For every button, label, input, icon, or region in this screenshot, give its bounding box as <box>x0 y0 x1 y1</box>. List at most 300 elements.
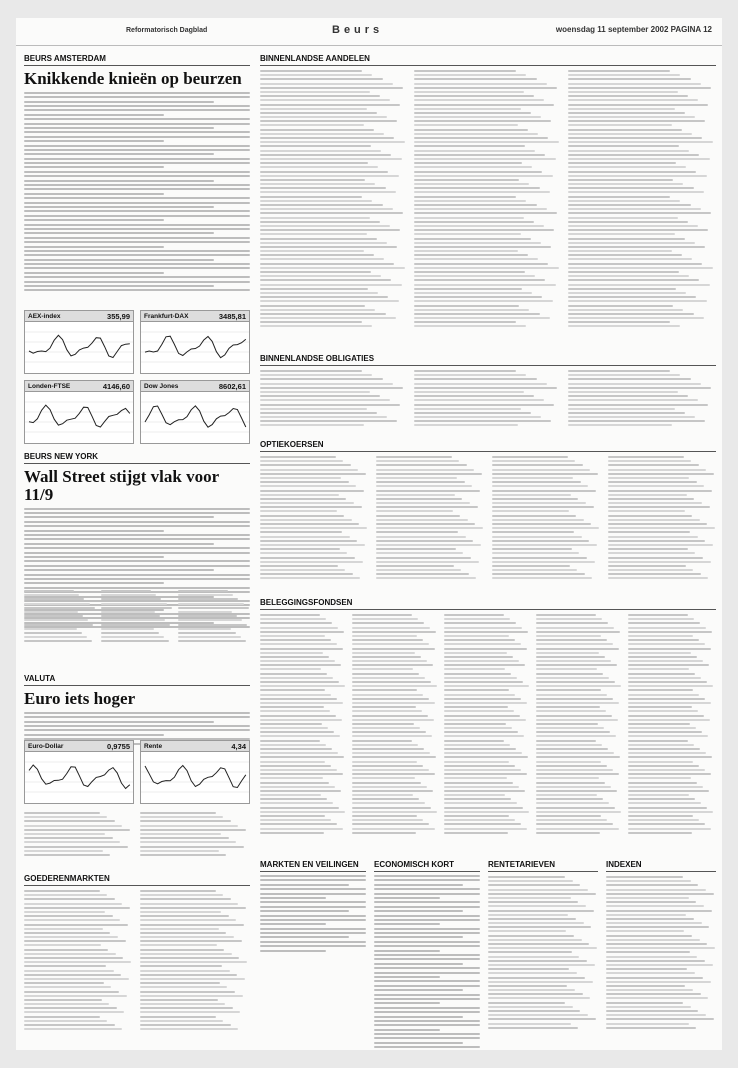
table-row <box>606 1018 714 1020</box>
table-row <box>568 292 686 294</box>
table-row <box>260 819 331 821</box>
table-row <box>260 573 353 575</box>
table-row <box>101 619 165 621</box>
table-row <box>444 685 529 687</box>
table-row <box>260 374 372 376</box>
table-row <box>568 204 691 206</box>
fondsen-table <box>260 614 716 850</box>
table-row <box>260 648 343 650</box>
table-row <box>376 473 482 475</box>
table-row <box>352 786 427 788</box>
dow-chart-value: 8602,61 <box>218 381 246 391</box>
table-row <box>488 901 578 903</box>
table-row <box>536 790 617 792</box>
table-row <box>24 615 83 617</box>
table-row <box>444 668 505 670</box>
table-row <box>606 922 702 924</box>
table-row <box>140 936 234 938</box>
table-row <box>628 756 712 758</box>
table-row <box>260 536 350 538</box>
economisch-section <box>374 860 480 1050</box>
economisch-article <box>374 875 480 1048</box>
placeholder-line <box>260 915 366 917</box>
table-row <box>568 263 702 265</box>
table-row <box>260 250 364 252</box>
placeholder-line <box>24 114 164 116</box>
table-row <box>352 622 424 624</box>
chart-trace <box>29 335 130 357</box>
table-row <box>628 794 689 796</box>
table-row <box>24 619 88 621</box>
table-row <box>352 677 425 679</box>
placeholder-line <box>24 175 250 177</box>
table-row <box>24 978 129 980</box>
table-row <box>140 932 226 934</box>
table-row <box>568 254 682 256</box>
placeholder-line <box>24 96 250 98</box>
table-row <box>536 832 600 834</box>
table-row <box>24 974 121 976</box>
table-row <box>606 997 708 999</box>
table-row <box>260 527 367 529</box>
table-row <box>260 668 321 670</box>
table-row <box>536 811 621 813</box>
placeholder-line <box>24 241 250 243</box>
aandelen-col-1 <box>260 70 406 330</box>
table-row <box>628 660 703 662</box>
placeholder-line <box>260 928 366 930</box>
table-row <box>414 112 531 114</box>
table-row <box>414 300 553 302</box>
table-row <box>352 807 431 809</box>
placeholder-line <box>260 893 366 895</box>
table-row <box>568 408 675 410</box>
placeholder-line <box>24 530 164 532</box>
placeholder-line <box>374 1011 480 1013</box>
table-row <box>140 833 221 835</box>
table-row <box>568 154 699 156</box>
placeholder-line <box>24 140 164 142</box>
placeholder-line <box>24 547 250 549</box>
table-row <box>536 652 599 654</box>
table-row <box>492 464 583 466</box>
table-row <box>24 999 102 1001</box>
table-row <box>628 681 707 683</box>
table-row <box>628 631 712 633</box>
table-row <box>260 383 393 385</box>
table-row <box>140 965 222 967</box>
goederen-title: GOEDERENMARKTEN <box>24 874 250 886</box>
table-row <box>536 744 602 746</box>
table-row <box>376 519 468 521</box>
table-row <box>606 1023 689 1025</box>
table-row <box>568 187 694 189</box>
table-row <box>352 735 432 737</box>
table-row <box>536 689 601 691</box>
table-row <box>414 87 557 89</box>
table-row <box>260 627 338 629</box>
table-row <box>352 761 417 763</box>
table-row <box>414 325 526 327</box>
table-row <box>140 1028 238 1030</box>
placeholder-line <box>24 267 250 269</box>
table-row <box>606 1010 698 1012</box>
table-row <box>608 515 692 517</box>
table-row <box>492 502 586 504</box>
table-row <box>352 627 430 629</box>
table-row <box>414 179 519 181</box>
table-row <box>414 254 528 256</box>
table-row <box>140 894 223 896</box>
indexen-table-col-1 <box>606 876 716 1031</box>
table-row <box>536 639 607 641</box>
table-row <box>140 812 216 814</box>
table-row <box>414 288 522 290</box>
table-row <box>568 267 713 269</box>
table-row <box>260 506 362 508</box>
table-row <box>140 841 236 843</box>
table-row <box>568 116 695 118</box>
table-row <box>628 782 697 784</box>
amsterdam-article <box>24 92 250 292</box>
table-row <box>608 552 695 554</box>
table-row <box>414 158 556 160</box>
table-row <box>260 552 347 554</box>
table-row <box>414 91 524 93</box>
table-row <box>260 212 403 214</box>
table-row <box>376 544 481 546</box>
table-row <box>568 305 673 307</box>
table-row <box>608 464 699 466</box>
newyork-kicker: BEURS NEW YORK <box>24 452 250 464</box>
table-row <box>628 765 699 767</box>
table-row <box>376 490 480 492</box>
table-row <box>628 773 711 775</box>
table-row <box>444 614 504 616</box>
table-row <box>414 166 532 168</box>
table-row <box>444 782 513 784</box>
table-row <box>568 387 711 389</box>
placeholder-line <box>260 945 366 947</box>
table-row <box>488 880 573 882</box>
table-row <box>492 548 572 550</box>
table-row <box>568 208 701 210</box>
table-row <box>606 956 697 958</box>
table-row <box>606 1014 706 1016</box>
table-row <box>260 677 333 679</box>
fondsen-col-1 <box>260 614 346 836</box>
table-row <box>414 305 519 307</box>
table-row <box>606 876 683 878</box>
table-row <box>492 515 576 517</box>
table-row <box>24 837 113 839</box>
table-row <box>352 782 421 784</box>
table-row <box>260 756 344 758</box>
table-row <box>414 250 518 252</box>
table-row <box>492 569 577 571</box>
fondsen-col-5 <box>628 614 714 836</box>
table-row <box>260 305 365 307</box>
placeholder-line <box>24 512 250 514</box>
table-row <box>568 70 670 72</box>
table-row <box>568 217 678 219</box>
placeholder-line <box>24 180 214 182</box>
indexen-table <box>606 876 716 1040</box>
table-row <box>376 573 469 575</box>
table-row <box>606 910 712 912</box>
table-row <box>414 238 531 240</box>
table-row <box>536 660 611 662</box>
table-row <box>492 557 587 559</box>
placeholder-line <box>374 998 480 1000</box>
table-row <box>492 531 574 533</box>
dax-chart-label: Frankfurt-DAX <box>144 312 189 320</box>
table-row <box>608 531 690 533</box>
table-row <box>352 828 435 830</box>
placeholder-line <box>260 884 349 886</box>
table-row <box>376 536 466 538</box>
table-row <box>140 991 235 993</box>
table-row <box>140 1016 216 1018</box>
placeholder-line <box>260 901 366 903</box>
placeholder-line <box>24 263 250 265</box>
table-row <box>352 660 427 662</box>
table-row <box>568 383 701 385</box>
table-row <box>608 477 689 479</box>
table-row <box>444 681 523 683</box>
table-row <box>492 552 579 554</box>
table-row <box>414 267 559 269</box>
table-row <box>414 187 540 189</box>
ftse-chart-label: Londen-FTSE <box>28 382 71 390</box>
table-row <box>606 935 692 937</box>
table-row <box>260 238 377 240</box>
table-row <box>414 133 538 135</box>
table-row <box>260 794 321 796</box>
table-row <box>414 416 541 418</box>
placeholder-line <box>24 289 250 291</box>
optie-section <box>260 440 716 455</box>
placeholder-line <box>374 963 463 965</box>
table-row <box>628 740 688 742</box>
optie-title: OPTIEKOERSEN <box>260 440 716 452</box>
table-row <box>260 108 367 110</box>
table-row <box>140 940 242 942</box>
table-row <box>568 141 713 143</box>
table-row <box>536 819 607 821</box>
table-row <box>260 191 396 193</box>
table-row <box>444 798 511 800</box>
table-row <box>608 494 687 496</box>
table-row <box>376 481 465 483</box>
table-row <box>608 523 707 525</box>
table-row <box>376 577 476 579</box>
table-row <box>568 87 711 89</box>
table-row <box>414 78 537 80</box>
table-row <box>140 816 223 818</box>
table-row <box>492 540 589 542</box>
table-row <box>536 673 603 675</box>
placeholder-line <box>374 932 480 934</box>
table-row <box>536 748 608 750</box>
table-row <box>260 460 343 462</box>
rente-table-col-1 <box>488 876 598 1031</box>
table-row <box>568 288 676 290</box>
placeholder-line <box>24 149 250 151</box>
table-row <box>444 832 508 834</box>
left-column <box>24 54 250 294</box>
table-row <box>606 897 689 899</box>
table-row <box>568 424 672 426</box>
table-row <box>260 614 320 616</box>
table-row <box>260 196 362 198</box>
table-row <box>140 1003 225 1005</box>
economisch-title: ECONOMISCH KORT <box>374 860 480 872</box>
table-row <box>260 502 354 504</box>
table-row <box>260 790 341 792</box>
placeholder-line <box>24 525 250 527</box>
table-row <box>488 918 576 920</box>
table-row <box>260 271 371 273</box>
table-row <box>568 242 695 244</box>
table-row <box>628 627 706 629</box>
table-row <box>260 565 338 567</box>
table-row <box>260 133 384 135</box>
table-row <box>24 961 131 963</box>
placeholder-line <box>374 985 480 987</box>
placeholder-line <box>374 950 440 952</box>
table-row <box>24 907 130 909</box>
placeholder-line <box>24 232 214 234</box>
table-row <box>260 91 370 93</box>
table-row <box>260 485 356 487</box>
table-row <box>568 183 683 185</box>
table-row <box>260 179 365 181</box>
table-row <box>24 611 78 613</box>
placeholder-line <box>374 897 440 899</box>
table-row <box>608 473 714 475</box>
table-row <box>628 823 705 825</box>
table-row <box>536 715 612 717</box>
placeholder-line <box>374 901 480 903</box>
table-row <box>414 296 542 298</box>
table-row <box>24 1011 124 1013</box>
table-row <box>492 494 571 496</box>
table-row <box>260 807 339 809</box>
table-row <box>24 833 105 835</box>
newyork-table-col-2 <box>101 590 173 644</box>
table-row <box>260 815 325 817</box>
table-row <box>444 756 528 758</box>
table-row <box>352 773 435 775</box>
table-row <box>628 635 693 637</box>
table-row <box>260 399 390 401</box>
table-row <box>376 506 478 508</box>
table-row <box>444 710 514 712</box>
table-row <box>376 527 483 529</box>
table-row <box>24 919 120 921</box>
table-row <box>376 540 473 542</box>
table-row <box>568 416 695 418</box>
table-row <box>568 271 679 273</box>
placeholder-line <box>24 246 164 248</box>
table-row <box>608 577 708 579</box>
table-row <box>492 498 578 500</box>
table-row <box>352 740 412 742</box>
table-row <box>260 171 388 173</box>
table-row <box>606 993 701 995</box>
table-row <box>260 519 352 521</box>
table-row <box>414 399 544 401</box>
rente-chart <box>140 740 250 804</box>
placeholder-line <box>24 285 214 287</box>
aandelen-col-3 <box>568 70 714 330</box>
placeholder-line <box>374 879 480 881</box>
table-row <box>414 225 544 227</box>
table-row <box>568 108 675 110</box>
table-row <box>376 456 452 458</box>
placeholder-line <box>24 508 250 510</box>
table-row <box>101 628 154 630</box>
table-row <box>140 915 229 917</box>
table-row <box>352 719 434 721</box>
table-row <box>568 404 708 406</box>
placeholder-line <box>24 123 250 125</box>
table-row <box>568 296 696 298</box>
table-row <box>608 485 704 487</box>
table-row <box>414 145 525 147</box>
table-row <box>414 162 522 164</box>
table-row <box>414 212 557 214</box>
table-row <box>606 939 700 941</box>
placeholder-line <box>24 276 250 278</box>
table-row <box>628 769 705 771</box>
dax-chart-value: 3485,81 <box>218 311 246 321</box>
placeholder-line <box>24 552 250 554</box>
table-row <box>260 416 387 418</box>
table-row <box>260 112 377 114</box>
table-row <box>101 603 167 605</box>
table-row <box>444 698 521 700</box>
table-row <box>492 485 588 487</box>
table-row <box>24 829 130 831</box>
table-row <box>536 823 613 825</box>
table-row <box>414 137 548 139</box>
rente-section <box>488 860 598 875</box>
table-row <box>414 242 541 244</box>
masthead <box>16 18 722 46</box>
table-row <box>536 614 596 616</box>
table-row <box>444 765 515 767</box>
table-row <box>178 640 246 642</box>
table-row <box>352 648 435 650</box>
table-row <box>101 624 170 626</box>
table-row <box>536 828 619 830</box>
table-row <box>568 238 685 240</box>
amsterdam-headline: Knikkende knieën op beurzen <box>24 69 242 88</box>
table-row <box>260 618 326 620</box>
placeholder-line <box>374 1046 480 1048</box>
table-row <box>628 694 699 696</box>
table-row <box>260 710 330 712</box>
table-row <box>628 710 698 712</box>
placeholder-line <box>374 945 480 947</box>
table-row <box>260 786 335 788</box>
table-row <box>24 628 77 630</box>
table-row <box>606 926 709 928</box>
table-row <box>376 469 474 471</box>
table-row <box>260 689 325 691</box>
